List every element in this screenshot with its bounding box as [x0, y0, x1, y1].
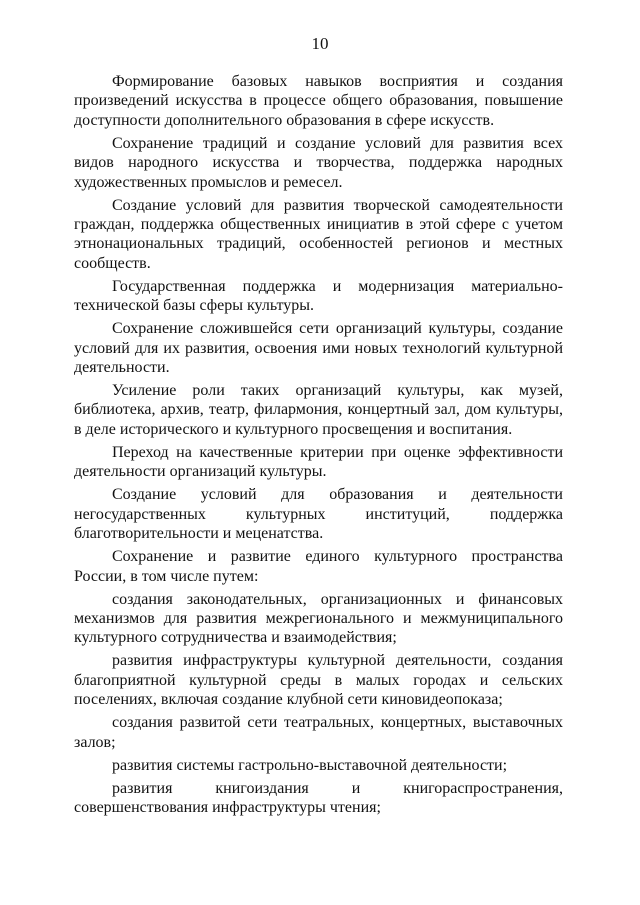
paragraph: развития инфраструктуры культурной деятельности, создания благоприятной культурной среды в малых городах и сельских поселениях, включая создание клубной сети киновидеопоказа;	[74, 652, 563, 709]
paragraph: создания законодательных, организационных и финансовых механизмов для развития межрегионального и межмуниципального культурного сотрудничества и взаимодействия;	[74, 590, 563, 647]
paragraph: развития книгоиздания и книгораспространения, совершенствования инфраструктуры чтения;	[74, 779, 563, 816]
document-body	[74, 72, 563, 821]
paragraph: Сохранение традиций и создание условий для развития всех видов народного искусства и творчества, поддержка народных художественных промыслов и ремесел.	[74, 134, 563, 191]
paragraph: развития системы гастрольно-выставочной деятельности;	[112, 756, 508, 774]
paragraph: Создание условий для образования и деятельности негосударственных культурных институций, поддержка благотворительности и меценатства.	[74, 486, 563, 543]
page-number: 10	[311, 34, 329, 53]
paragraph: Создание условий для развития творческой самодеятельности граждан, поддержка общественных инициатив в этой сфере с учетом этнонациональных традиций, особенностей регионов и местных сообществ.	[74, 196, 563, 272]
paragraph: Переход на качественные критерии при оценке эффективности деятельности организаций культуры.	[74, 443, 563, 481]
paragraph: Сохранение и развитие единого культурного пространства России, в том числе путем:	[74, 548, 563, 585]
paragraph: Формирование базовых навыков восприятия и создания произведений искусства в процессе общего образования, повышение доступности дополнительного образования в сфере искусств.	[74, 73, 563, 129]
paragraph: создания развитой сети театральных, концертных, выставочных залов;	[74, 714, 563, 751]
paragraph: Сохранение сложившейся сети организаций культуры, создание условий для их развития, освоения ими новых технологий культурной деятельности.	[74, 320, 563, 377]
paragraph: Усиление роли таких организаций культуры, как музей, библиотека, архив, театр, филармония, концертный зал, дом культуры, в деле исторического и культурного просвещения и воспитания.	[74, 382, 563, 438]
paragraph: Государственная поддержка и модернизация материально-технической базы сферы культуры.	[74, 277, 563, 315]
